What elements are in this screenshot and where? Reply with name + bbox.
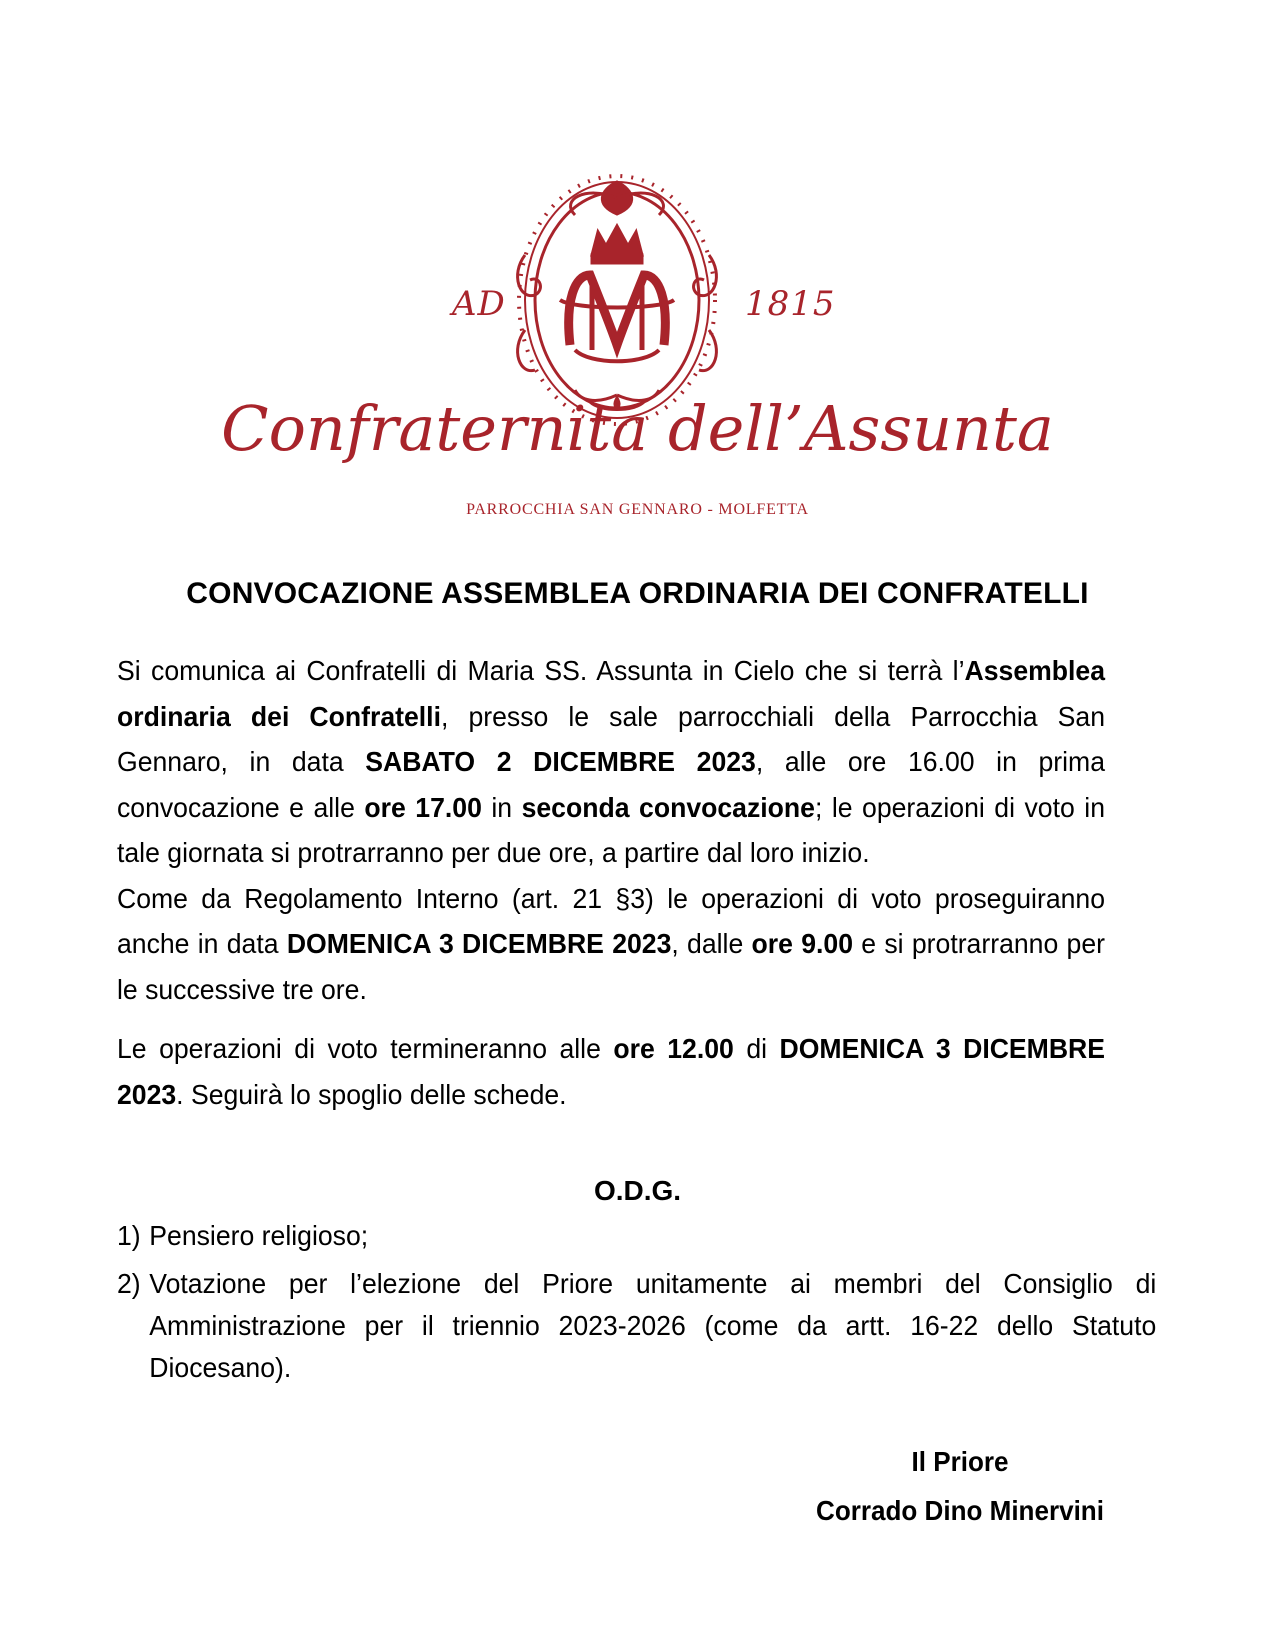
bold-span: Assemblea ordinaria dei Confratelli	[117, 655, 1105, 732]
text-span: e si protrarranno per le successive tre ore.	[117, 928, 1105, 1005]
signature-block	[793, 1437, 1128, 1535]
confraternity-logo	[0, 0, 1275, 540]
text-span: Si comunica ai Confratelli di Maria SS. Assunta in Cielo che si terrà l’	[117, 655, 965, 686]
agenda-item	[117, 1215, 1156, 1257]
text-span: Come da Regolamento Interno (art. 21 §3) le operazioni di voto proseguiranno anche in data	[117, 882, 1105, 959]
bold-span: DOMENICA 3 DICEMBRE 2023	[117, 1033, 1105, 1110]
bold-span: ore 17.00	[364, 791, 482, 823]
text-span: , presso le sale parrocchiali della Parrocchia San Gennaro, in data	[117, 700, 1105, 777]
text-span: . Seguirà lo spoglio delle schede.	[176, 1078, 567, 1110]
signature-role: Il Priore	[911, 1446, 1009, 1477]
text-span: , alle ore 16.00 in prima convocazione e alle	[117, 746, 1105, 823]
text-span: ; le operazioni di voto in tale giornata si protrarranno per due ore, a partire dal loro inizio.	[117, 791, 1105, 868]
agenda-heading: O.D.G.	[593, 1175, 682, 1206]
document-title: CONVOCAZIONE ASSEMBLEA ORDINARIA DEI CONFRATELLI	[186, 577, 1089, 610]
agenda-list	[117, 1215, 1157, 1395]
agenda-item-number: 2)	[117, 1268, 141, 1299]
paragraph-convocation	[117, 648, 1105, 1012]
text-span: , dalle	[671, 928, 752, 959]
agenda-item-text: Pensiero religioso;	[149, 1220, 369, 1251]
bold-span: SABATO 2 DICEMBRE 2023	[365, 746, 756, 777]
text-span: Le operazioni di voto termineranno alle	[117, 1033, 614, 1064]
logo-ad-text: AD	[452, 284, 506, 324]
bold-span: ore 12.00	[613, 1033, 734, 1064]
logo-parish-line: PARROCCHIA SAN GENNARO - MOLFETTA	[466, 501, 809, 518]
logo-year-text: 1815	[745, 284, 836, 324]
text-span: di	[733, 1033, 780, 1064]
paragraph-regulation	[117, 876, 1105, 1013]
bold-span: ore 9.00	[751, 928, 853, 959]
bold-span: seconda convocazione	[521, 791, 815, 823]
agenda-item-number: 1)	[117, 1220, 141, 1251]
agenda-item	[117, 1263, 1156, 1389]
text-span: in	[481, 791, 522, 823]
bold-span: DOMENICA 3 DICEMBRE 2023	[286, 928, 672, 959]
signature-name: Corrado Dino Minervini	[816, 1495, 1104, 1526]
agenda-item-text: Votazione per l’elezione del Priore unitamente ai membri del Consiglio di Amministrazione per il triennio 2023-2026 (come da artt. 16-22 dello Statuto Diocesano).	[149, 1268, 1157, 1383]
paragraph-voting-end	[117, 1026, 1105, 1117]
logo-confraternity-name: Confraternita dell’Assunta	[221, 392, 1054, 465]
